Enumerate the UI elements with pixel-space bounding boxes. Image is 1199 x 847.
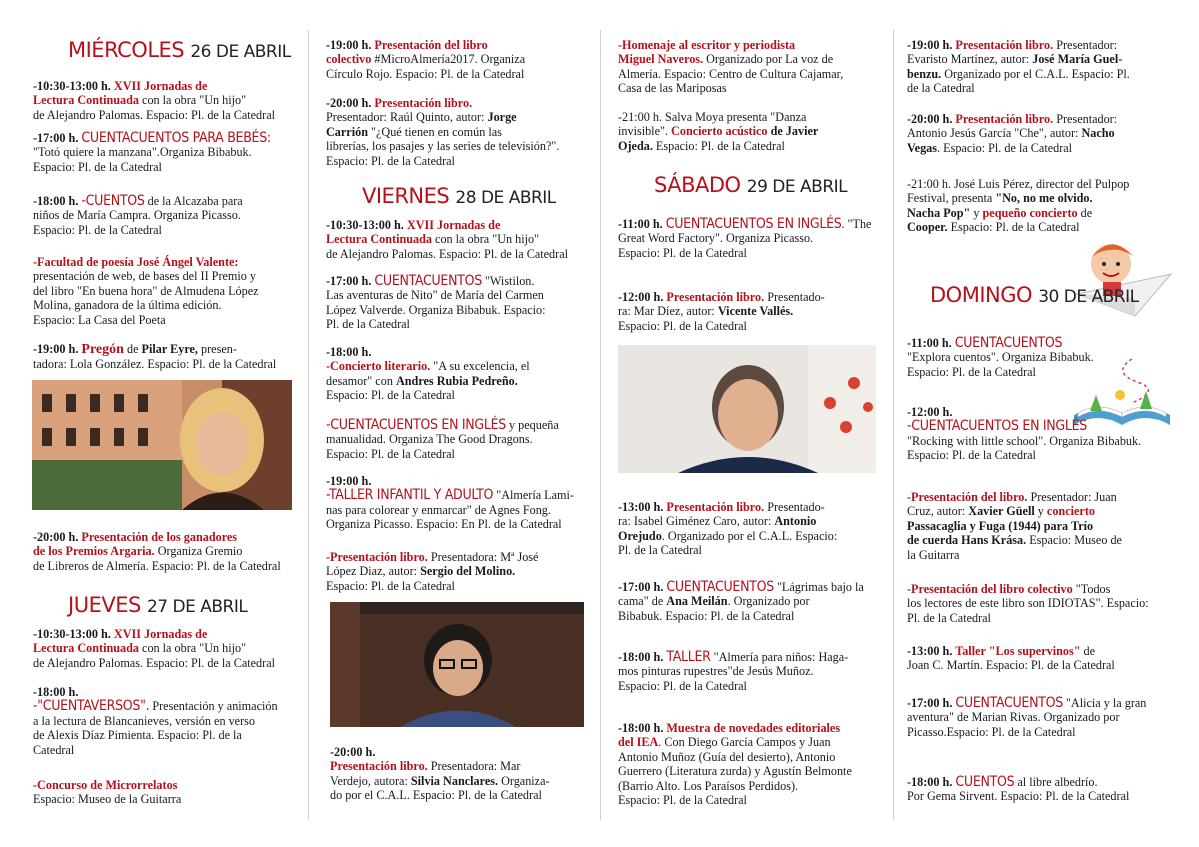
event-thu-3: -Concurso de Microrrelatos Espacio: Museo de la Guitarra [33, 778, 182, 807]
event-thu-5: -20:00 h. Presentación libro. Presentador: Raúl Quinto, autor: Jorge Carrión "¿Qué tienen en común las librerías, los pasajes y las series de televisión?". Espacio: Pl. de la Catedral [326, 96, 560, 168]
event-fri-7: -20:00 h. Presentación libro. Presentadora: Mar Verdejo, autora: Silvia Nanclares. Organiza- do por el C.A.L. Espacio: Pl. de la Catedral [330, 745, 550, 803]
event-sun-5: -13:00 h. Taller "Los supervinos" de Joan C. Martín. Espacio: Pl. de la Catedral [907, 644, 1115, 673]
event-sat-4: -17:00 h. CUENTACUENTOS "Lágrimas bajo la cama" de Ana Meilán. Organizado por Bibabuk. Espacio: Pl. de la Catedral [618, 579, 864, 623]
day-heading-wednesday: MIÉRCOLES 26 DE ABRIL [68, 38, 291, 62]
event-wed-5: -19:00 h. Pregón de Pilar Eyre, presen- tadora: Lola González. Espacio: Pl. de la Catedral [33, 342, 277, 372]
event-sun-1: -11:00 h. CUENTACUENTOS "Explora cuentos". Organiza Bibabuk. Espacio: Pl. de la Catedral [907, 335, 1094, 379]
event-thu-1: -10:30-13:00 h. XVII Jornadas de Lectura Continuada con la obra "Un hijo" de Alejandro Palomas. Espacio: Pl. de la Catedral [33, 627, 275, 670]
event-sat-9: -21:00 h. José Luis Pérez, director del Pulpop Festival, presenta "No, no me olvido. Nacha Pop" y pequeño concierto de Cooper. Espacio: Pl. de la Catedral [907, 177, 1130, 235]
event-thu-4: -19:00 h. Presentación del libro colectivo #MicroAlmería2017. Organiza Círculo Rojo. Espacio: Pl. de la Catedral [326, 38, 526, 81]
event-sat-5: -18:00 h. TALLER "Almería para niños: Haga- mos pinturas rupestres"de Jesús Muñoz. Espacio: Pl. de la Catedral [618, 649, 849, 693]
event-fri-3: -18:00 h. -Concierto literario. "A su excelencia, el desamor" con Andres Rubia Pedreño. Espacio: Pl. de la Catedral [326, 345, 530, 403]
event-fri-5: -19:00 h. -TALLER INFANTIL Y ADULTO "Almería Lami- nas para colorear y enmarcar" de Agnes Fong. Organiza Picasso. Espacio: En Pl. de la Catedral [326, 474, 574, 532]
day-heading-thursday: JUEVES 27 DE ABRIL [68, 593, 248, 617]
column-divider [893, 30, 894, 820]
event-sun-7: -18:00 h. CUENTOS al libre albedrío. Por Gema Sirvent. Espacio: Pl. de la Catedral [907, 774, 1130, 804]
event-thu-2: -18:00 h. -"CUENTAVERSOS". Presentación y animación a la lectura de Blancanieves, versión en verso de Alexis Díaz Pimienta. Espacio: Pl. de la Catedral [33, 685, 278, 757]
event-sat-8: -20:00 h. Presentación libro. Presentador: Antonio Jesús García "Che", autor: Nacho Vegas. Espacio: Pl. de la Catedral [907, 112, 1118, 155]
event-fri-4: -CUENTACUENTOS EN INGLÉS y pequeña manualidad. Organiza The Good Dragons. Espacio: Pl. de la Catedral [326, 417, 559, 461]
column-divider [600, 30, 601, 820]
event-fri-6: -Presentación libro. Presentadora: Mª José López Diaz, autor: Sergio del Molino. Espacio: Pl. de la Catedral [326, 550, 539, 593]
event-wed-1: -10:30-13:00 h. XVII Jornadas de Lectura Continuada con la obra "Un hijo" de Alejandro Palomas. Espacio: Pl. de la Catedral [33, 79, 275, 122]
event-sun-3: -Presentación del libro. Presentador: Juan Cruz, autor: Xavier Güell y concierto Passacaglia y Fuga (1944) para Trío de cuerda Hans Krása. Espacio: Museo de la Guitarra [907, 490, 1122, 562]
event-sun-4: -Presentación del libro colectivo "Todos los lectores de este libro son IDIOTAS". Espacio: Pl. de la Catedral [907, 582, 1149, 625]
event-sat-2: -12:00 h. Presentación libro. Presentado- ra: Mar Díez, autor: Vicente Vallés. Espacio: Pl. de la Catedral [618, 290, 825, 333]
sergio-del-molino-photo [330, 602, 584, 727]
event-sat-7: -19:00 h. Presentación libro. Presentador: Evaristo Martínez, autor: José María Guel- benzu. Organizado por el C.A.L. Espacio: Pl. de la Catedral [907, 38, 1130, 96]
event-fri-2: -17:00 h. CUENTACUENTOS "Wistilon. Las aventuras de Nito" de María del Carmen López Valverde. Organiza Bibabuk. Espacio: Pl. de la Catedral [326, 273, 546, 332]
event-sun-6: -17:00 h. CUENTACUENTOS "Alicia y la gran aventura" de Marian Rivas. Organizado por Picasso.Espacio: Pl. de la Catedral [907, 695, 1147, 739]
event-wed-2: -17:00 h. CUENTACUENTOS PARA BEBÉS: "Totó quiere la manzana".Organiza Bibabuk. Espacio: Pl. de la Catedral [33, 130, 271, 174]
event-sat-3: -13:00 h. Presentación libro. Presentado- ra: Isabel Giménez Caro, autor: Antonio Orejudo. Organizado por el C.A.L. Espacio: Pl. de la Catedral [618, 500, 838, 558]
event-sun-2: -12:00 h. -CUENTACUENTOS EN INGLÉS "Rocking with little school". Organiza Bibabuk. Espacio: Pl. de la Catedral [907, 405, 1142, 463]
column-divider [308, 30, 309, 820]
day-heading-sunday: DOMINGO 30 DE ABRIL [930, 283, 1139, 307]
event-fri-1: -10:30-13:00 h. XVII Jornadas de Lectura Continuada con la obra "Un hijo" de Alejandro Palomas. Espacio: Pl. de la Catedral [326, 218, 568, 261]
vicente-valles-photo [618, 345, 876, 473]
event-wed-6: -20:00 h. Presentación de los ganadores de los Premios Argaria. Organiza Gremio de Libreros de Almería. Espacio: Pl. de la Catedral [33, 530, 281, 573]
event-fri-8: -Homenaje al escritor y periodista Miguel Naveros. Organizado por La voz de Almería. Espacio: Centro de Cultura Cajamar, Casa de las Mariposas [618, 38, 844, 96]
day-heading-friday: VIERNES 28 DE ABRIL [362, 184, 556, 208]
event-sat-6: -18:00 h. Muestra de novedades editoriales del IEA. Con Diego García Campos y Juan Antonio Muñoz (Guía del desierto), Antonio Guerrero (Literatura zurda) y Agustín Belmonte (Barrio Alto. Los Paraísos Perdidos). Espacio: Pl. de la Catedral [618, 721, 852, 808]
event-fri-9: -21:00 h. Salva Moya presenta "Danza invisible". Concierto acústico de Javier Ojeda. Espacio: Pl. de la Catedral [618, 110, 819, 153]
event-sat-1: -11:00 h. CUENTACUENTOS EN INGLÉS. "The Great Word Factory". Organiza Picasso. Espacio: Pl. de la Catedral [618, 216, 872, 260]
girl-on-paper-plane-illustration [1075, 238, 1175, 320]
pilar-eyre-photo [32, 380, 292, 510]
event-wed-4: -Facultad de poesía José Ángel Valente: presentación de web, de bases del II Premio y del libro "En buena hora" de Almudena López Molina, ganadora de la última edición. Espacio: La Casa del Poeta [33, 255, 259, 327]
day-heading-saturday: SÁBADO 29 DE ABRIL [654, 173, 848, 197]
event-wed-3: -18:00 h. -CUENTOS de la Alcazaba para niños de María Campra. Organiza Picasso. Espacio: Pl. de la Catedral [33, 193, 243, 237]
